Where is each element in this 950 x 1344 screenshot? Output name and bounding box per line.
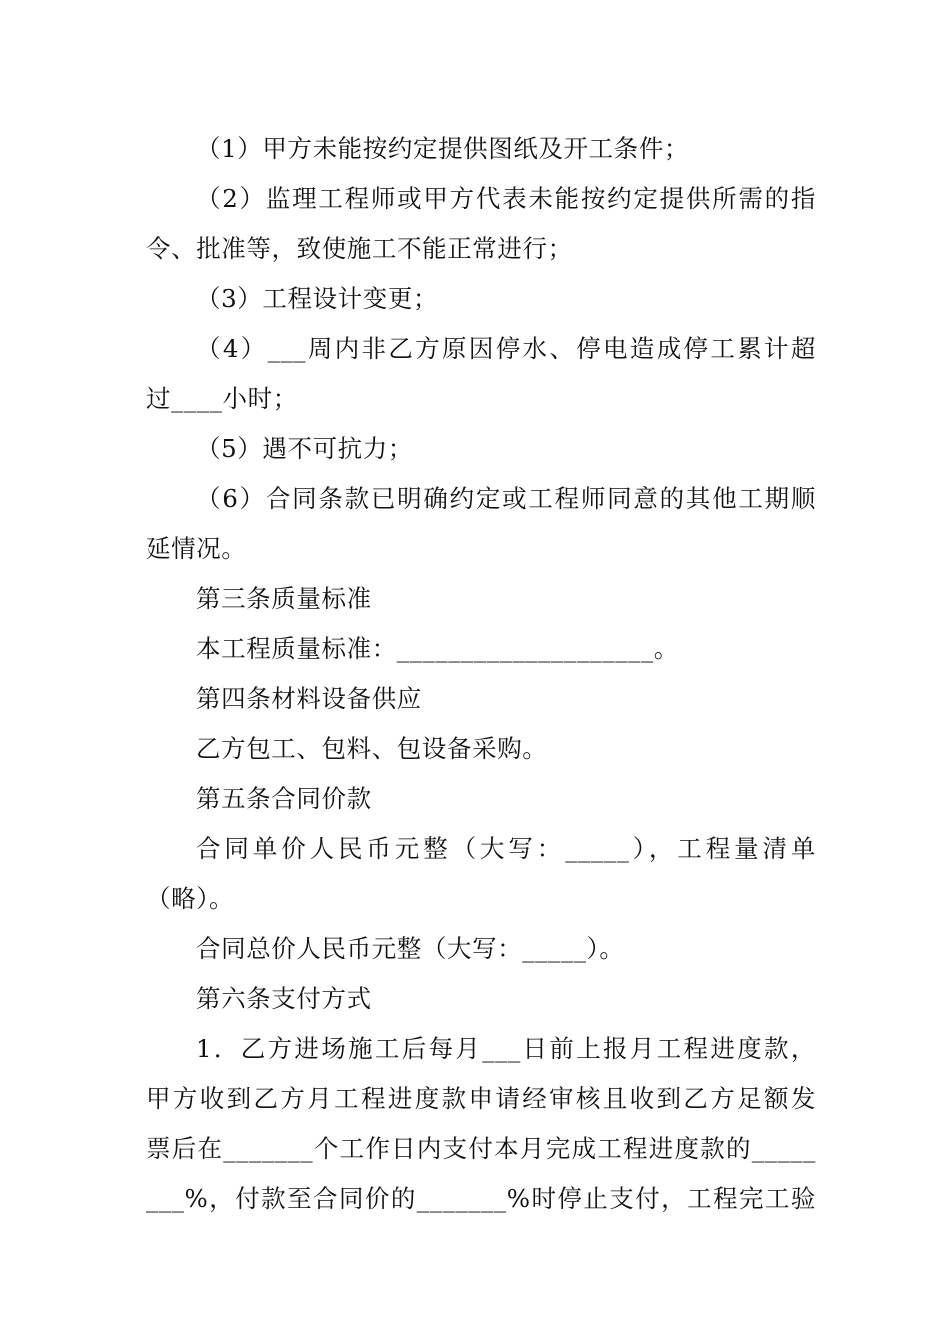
unit-price-line-continued: （略）。 (146, 884, 235, 913)
clause-item-2: （2）监理工程师或甲方代表未能按约定提供所需的指 (196, 184, 816, 213)
section-heading-payment: 第六条支付方式 (196, 984, 372, 1013)
section-heading-materials: 第四条材料设备供应 (196, 684, 422, 713)
payment-item-1: 1．乙方进场施工后每月___日前上报月工程进度款， (196, 1034, 816, 1063)
quality-standard-line: 本工程质量标准：____________________。 (196, 634, 679, 663)
clause-item-4: （4）___周内非乙方原因停水、停电造成停工累计超 (196, 334, 816, 363)
section-heading-price: 第五条合同价款 (196, 784, 372, 813)
materials-line: 乙方包工、包料、包设备采购。 (196, 734, 548, 763)
payment-item-1-line-3: 票后在_______个工作日内支付本月完成工程进度款的_____ (146, 1134, 816, 1163)
clause-item-6: （6）合同条款已明确约定或工程师同意的其他工期顺 (196, 484, 816, 513)
clause-item-5: （5）遇不可抗力； (196, 434, 413, 463)
payment-item-1-line-4: ___%，付款至合同价的_______%时停止支付，工程完工验 (146, 1184, 816, 1213)
section-heading-quality: 第三条质量标准 (196, 584, 372, 613)
payment-item-1-line-2: 甲方收到乙方月工程进度款申请经审核且收到乙方足额发 (146, 1084, 816, 1113)
unit-price-line: 合同单价人民币元整（大写：_____），工程量清单 (196, 834, 816, 863)
clause-item-2-continued: 令、批准等，致使施工不能正常进行； (146, 234, 573, 263)
total-price-line: 合同总价人民币元整（大写：_____）。 (196, 934, 625, 963)
clause-item-4-continued: 过____小时； (146, 384, 298, 413)
clause-item-3: （3）工程设计变更； (196, 284, 439, 313)
clause-item-6-continued: 延情况。 (146, 534, 247, 563)
clause-item-1: （1）甲方未能按约定提供图纸及开工条件； (196, 134, 690, 163)
